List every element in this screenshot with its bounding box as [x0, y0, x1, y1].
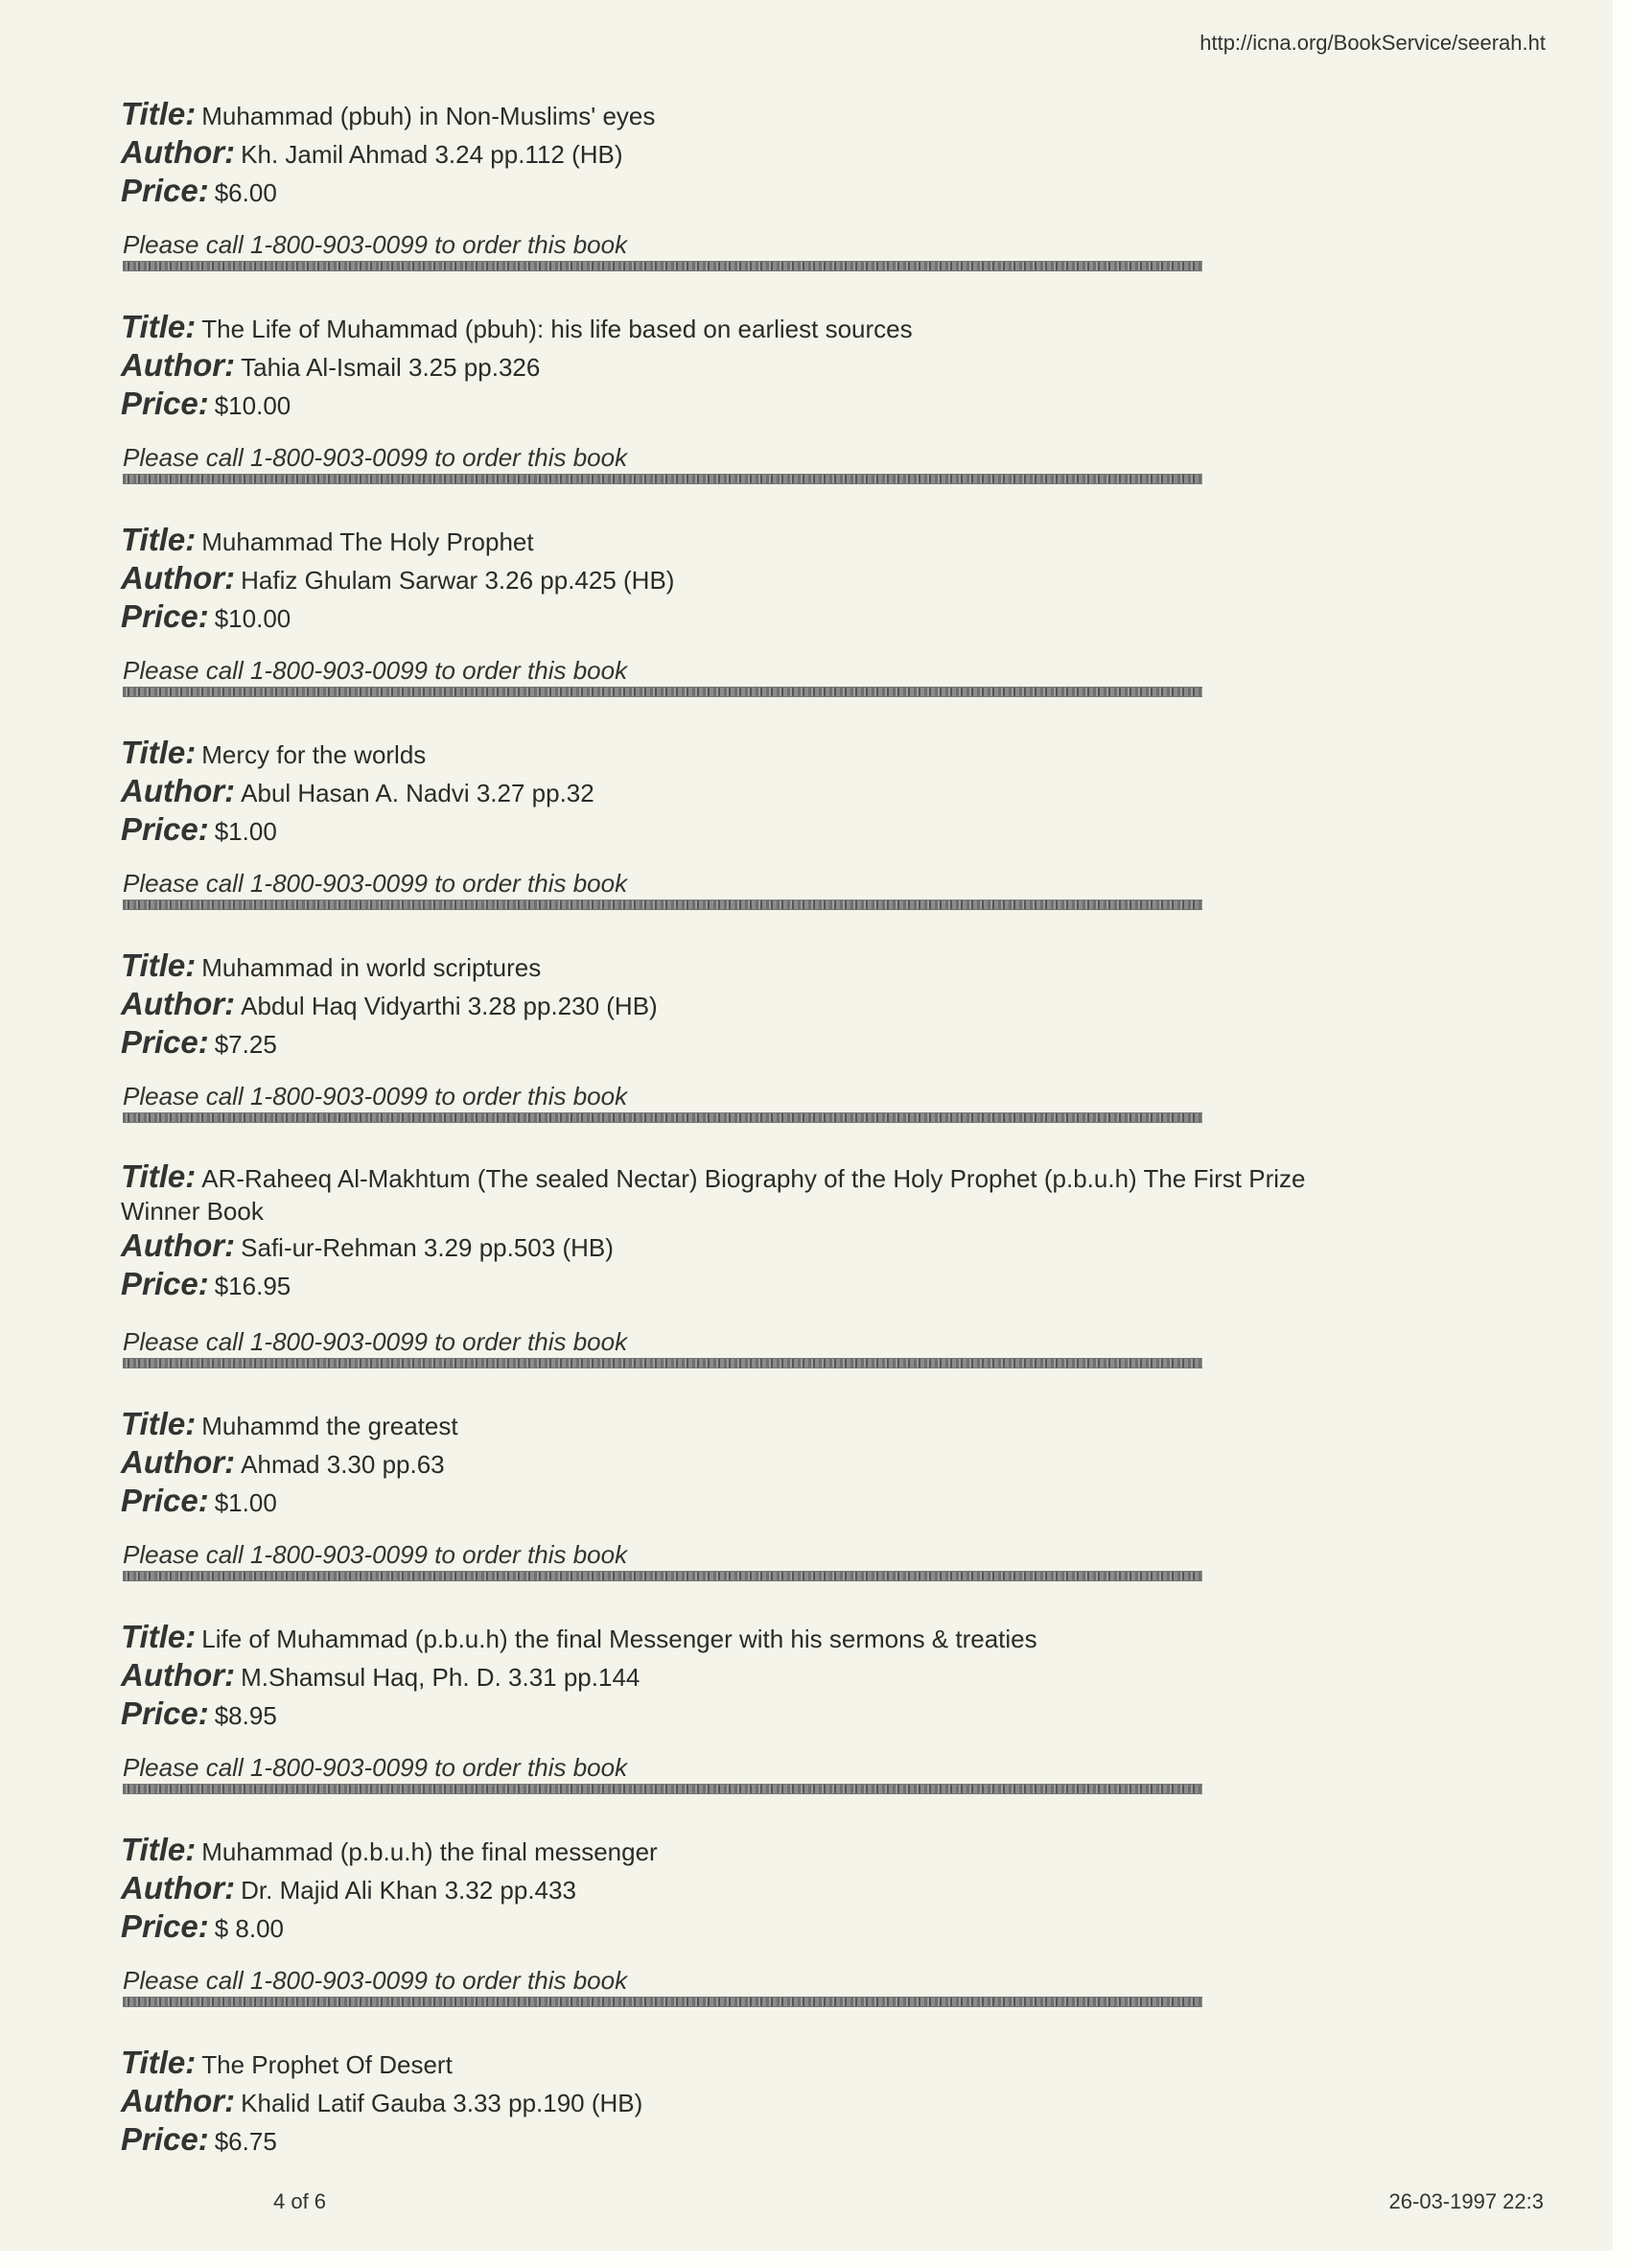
- title-line: [121, 1619, 1367, 1657]
- book-author: Dr. Majid Ali Khan 3.32 pp.433: [241, 1876, 576, 1905]
- print-timestamp: 26-03-1997 22:3: [1388, 2189, 1544, 2213]
- order-note: Please call 1-800-903-0099 to order this book: [123, 1327, 628, 1356]
- title-line: [121, 522, 1367, 560]
- book-entry: [121, 1619, 1367, 1832]
- author-label: Author:: [121, 1228, 236, 1263]
- title-label: Title:: [121, 96, 197, 131]
- book-price: $16.95: [214, 1272, 291, 1300]
- price-line: [121, 811, 1367, 850]
- book-price: $8.95: [214, 1701, 277, 1730]
- author-line: [121, 1444, 1367, 1483]
- author-label: Author:: [121, 773, 236, 808]
- order-note: Please call 1-800-903-0099 to order this book: [123, 230, 628, 259]
- price-line: [121, 1908, 1367, 1947]
- book-title: The Life of Muhammad (pbuh): his life based on earliest sources: [201, 315, 913, 343]
- price-label: Price:: [121, 1695, 209, 1731]
- book-entry: [121, 309, 1367, 522]
- book-title: Muhammad The Holy Prophet: [201, 527, 534, 556]
- page-number: 4 of 6: [273, 2189, 327, 2213]
- book-entry: [121, 1832, 1367, 2045]
- title-label: Title:: [121, 735, 197, 770]
- author-line: [121, 773, 1367, 811]
- book-title: Muhammd the greatest: [201, 1412, 458, 1440]
- price-label: Price:: [121, 173, 209, 208]
- book-author: Kh. Jamil Ahmad 3.24 pp.112 (HB): [241, 140, 623, 169]
- book-author: Abdul Haq Vidyarthi 3.28 pp.230 (HB): [241, 992, 658, 1020]
- title-line: [121, 309, 1367, 347]
- author-label: Author:: [121, 986, 236, 1021]
- order-note: Please call 1-800-903-0099 to order this book: [123, 1082, 628, 1111]
- title-line: [121, 2045, 1367, 2083]
- book-price: $10.00: [214, 604, 291, 633]
- price-label: Price:: [121, 811, 209, 847]
- order-note: Please call 1-800-903-0099 to order this book: [123, 443, 628, 472]
- price-line: [121, 1024, 1367, 1063]
- divider-rule: [123, 687, 1202, 697]
- book-author: Tahia Al-Ismail 3.25 pp.326: [241, 353, 541, 382]
- book-entry: [121, 2045, 1367, 2257]
- author-label: Author:: [121, 1870, 236, 1906]
- divider-rule: [123, 1571, 1202, 1581]
- price-line: [121, 1266, 1367, 1304]
- title-line: [121, 96, 1367, 134]
- book-price: $1.00: [214, 1488, 277, 1517]
- author-line: [121, 2083, 1367, 2121]
- author-line: [121, 347, 1367, 386]
- price-line: [121, 1483, 1367, 1521]
- author-label: Author:: [121, 560, 236, 596]
- book-title: Muhammad (p.b.u.h) the final messenger: [201, 1837, 658, 1866]
- book-entry: [121, 735, 1367, 947]
- title-label: Title:: [121, 1158, 197, 1194]
- book-entry: [121, 522, 1367, 735]
- book-entry: [121, 1160, 1367, 1406]
- book-entry: [121, 947, 1367, 1160]
- book-title: Life of Muhammad (p.b.u.h) the final Messenger with his sermons & treaties: [201, 1625, 1037, 1653]
- author-label: Author:: [121, 2083, 236, 2118]
- divider-rule: [123, 261, 1202, 271]
- title-label: Title:: [121, 1619, 197, 1654]
- price-label: Price:: [121, 1908, 209, 1944]
- book-entry: [121, 1406, 1367, 1619]
- price-line: [121, 386, 1367, 424]
- price-line: [121, 173, 1367, 211]
- author-label: Author:: [121, 1657, 236, 1693]
- book-author: Hafiz Ghulam Sarwar 3.26 pp.425 (HB): [241, 566, 675, 595]
- author-line: [121, 560, 1367, 598]
- title-label: Title:: [121, 2045, 197, 2080]
- divider-rule: [123, 1784, 1202, 1794]
- author-line: [121, 134, 1367, 173]
- price-line: [121, 1695, 1367, 1734]
- title-label: Title:: [121, 522, 197, 557]
- author-line: [121, 986, 1367, 1024]
- book-list: [121, 96, 1367, 2257]
- price-label: Price:: [121, 598, 209, 634]
- author-label: Author:: [121, 1444, 236, 1480]
- title-label: Title:: [121, 947, 197, 983]
- book-title: The Prophet Of Desert: [201, 2050, 453, 2079]
- book-entry: [121, 96, 1367, 309]
- book-title: Muhammad (pbuh) in Non-Muslims' eyes: [201, 102, 656, 130]
- book-price: $ 8.00: [214, 1914, 285, 1943]
- divider-rule: [123, 474, 1202, 484]
- divider-rule: [123, 1112, 1202, 1123]
- price-line: [121, 598, 1367, 637]
- title-line: [121, 735, 1367, 773]
- divider-rule: [123, 900, 1202, 910]
- book-title: Mercy for the worlds: [201, 740, 427, 769]
- author-label: Author:: [121, 134, 236, 170]
- author-line: [121, 1228, 1367, 1266]
- book-price: $6.00: [214, 178, 277, 207]
- divider-rule: [123, 1997, 1202, 2007]
- price-label: Price:: [121, 1266, 209, 1301]
- price-label: Price:: [121, 386, 209, 421]
- title-line: [121, 1832, 1367, 1870]
- title-line: [121, 1160, 1367, 1228]
- book-author: Safi-ur-Rehman 3.29 pp.503 (HB): [241, 1233, 614, 1262]
- order-note: Please call 1-800-903-0099 to order this book: [123, 1753, 628, 1782]
- title-label: Title:: [121, 1406, 197, 1441]
- author-line: [121, 1870, 1367, 1908]
- price-label: Price:: [121, 1024, 209, 1060]
- price-label: Price:: [121, 1483, 209, 1518]
- book-price: $6.75: [214, 2127, 277, 2156]
- title-line: [121, 1406, 1367, 1444]
- order-note: Please call 1-800-903-0099 to order this book: [123, 869, 628, 898]
- book-author: Abul Hasan A. Nadvi 3.27 pp.32: [241, 779, 594, 807]
- author-line: [121, 1657, 1367, 1695]
- book-price: $1.00: [214, 817, 277, 846]
- book-price: $7.25: [214, 1030, 277, 1059]
- price-label: Price:: [121, 2121, 209, 2157]
- title-label: Title:: [121, 309, 197, 344]
- book-title: AR-Raheeq Al-Makhtum (The sealed Nectar) Biography of the Holy Prophet (p.b.u.h) The First Prize Winner Book: [121, 1164, 1306, 1226]
- order-note: Please call 1-800-903-0099 to order this book: [123, 656, 628, 685]
- book-author: Khalid Latif Gauba 3.33 pp.190 (HB): [241, 2089, 643, 2117]
- book-author: M.Shamsul Haq, Ph. D. 3.31 pp.144: [241, 1663, 640, 1692]
- page-url: http://icna.org/BookService/seerah.ht: [1199, 31, 1546, 55]
- book-author: Ahmad 3.30 pp.63: [241, 1450, 445, 1479]
- book-title: Muhammad in world scriptures: [201, 953, 542, 982]
- order-note: Please call 1-800-903-0099 to order this book: [123, 1966, 628, 1995]
- price-line: [121, 2121, 1367, 2160]
- author-label: Author:: [121, 347, 236, 383]
- title-line: [121, 947, 1367, 986]
- book-price: $10.00: [214, 391, 291, 420]
- divider-rule: [123, 1358, 1202, 1368]
- order-note: Please call 1-800-903-0099 to order this book: [123, 1540, 628, 1569]
- title-label: Title:: [121, 1832, 197, 1867]
